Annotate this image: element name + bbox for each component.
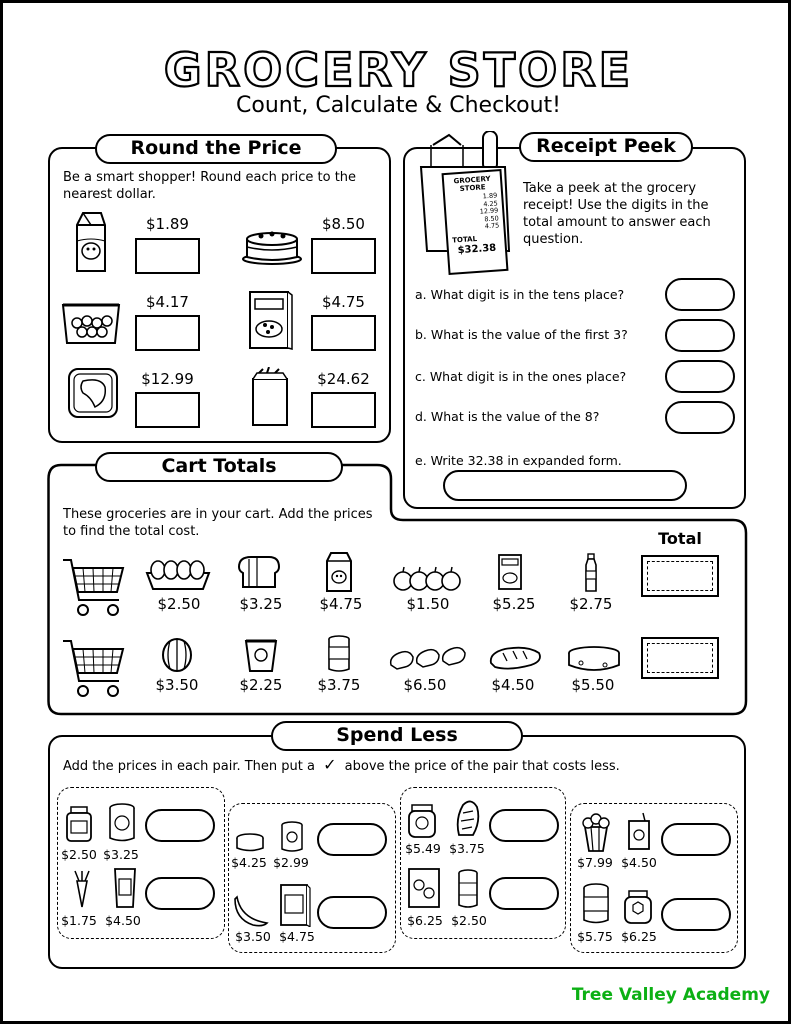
pair-price: $6.25	[621, 929, 657, 944]
pair-price: $4.50	[105, 913, 141, 928]
pair-price: $2.50	[61, 847, 97, 862]
round-answer-box[interactable]	[135, 315, 200, 351]
spend-less-instruction-a: Add the prices in each pair. Then put a	[63, 759, 315, 774]
soup-can-icon	[107, 803, 137, 843]
pair-price: $3.50	[235, 929, 271, 944]
baguette-icon	[487, 645, 543, 671]
cracker-box-icon	[407, 867, 441, 909]
receipt-line: 12.99	[479, 206, 499, 216]
price-label: $4.75	[322, 293, 365, 311]
round-answer-box[interactable]	[135, 392, 200, 428]
cereal-box-icon	[247, 289, 293, 351]
price-label: $5.25	[492, 595, 536, 613]
receipt-question: d. What is the value of the 8?	[415, 409, 600, 424]
pair-price: $3.75	[449, 841, 485, 856]
cart-total-box[interactable]	[641, 637, 719, 679]
receipt-question: c. What digit is in the ones place?	[415, 369, 627, 384]
pair-sum-oval[interactable]	[145, 877, 215, 910]
pair-price: $4.25	[231, 855, 267, 870]
soup-can-icon	[279, 821, 305, 853]
receipt-answer-oval[interactable]	[665, 401, 735, 434]
steak-tray-icon	[67, 367, 119, 419]
round-answer-box[interactable]	[135, 238, 200, 274]
carrots-icon	[69, 869, 95, 909]
receipt-question: e. Write 32.38 in expanded form.	[415, 453, 622, 468]
grape-tray-icon	[61, 299, 121, 345]
popcorn-icon	[579, 811, 613, 853]
pair-price: $6.25	[407, 913, 443, 928]
chicken-legs-icon	[387, 645, 469, 673]
cheese-wheel-icon	[567, 645, 621, 673]
pair-sum-oval[interactable]	[317, 896, 387, 929]
receipt-answer-oval[interactable]	[665, 319, 735, 352]
round-answer-box[interactable]	[311, 392, 376, 428]
price-label: $5.50	[571, 676, 615, 694]
pair-price: $5.49	[405, 841, 441, 856]
receipt-question: a. What digit is in the tens place?	[415, 287, 625, 302]
cart-total-box[interactable]	[641, 555, 719, 597]
page-title: GROCERY STORE	[163, 43, 634, 97]
receipt-line: 8.50	[484, 213, 500, 223]
price-label: $6.50	[403, 676, 447, 694]
receipt-total-label: TOTAL	[451, 234, 478, 245]
receipt-answer-oval[interactable]	[665, 360, 735, 393]
jam-jar-icon	[407, 803, 437, 839]
spend-less-instruction-b: above the price of the pair that costs less.	[344, 759, 620, 774]
receipt-line: 4.75	[484, 221, 500, 231]
honey-jar-icon	[623, 889, 653, 925]
cereal-box-icon	[279, 883, 311, 927]
shopping-cart-icon	[61, 637, 127, 699]
receipt-total-value: $32.38	[457, 242, 497, 256]
receipt-graphic	[419, 131, 515, 277]
milk-carton-icon	[71, 211, 111, 273]
receipt-title: GROCERY STORE	[453, 174, 491, 193]
spend-less-instruction	[63, 756, 743, 775]
price-label: $1.89	[146, 215, 189, 233]
page-subtitle: Count, Calculate & Checkout!	[236, 93, 561, 118]
receipt-paper	[442, 169, 509, 275]
cart-total-label: Total	[658, 529, 702, 548]
pair-sum-oval[interactable]	[661, 823, 731, 856]
pair-price: $2.50	[451, 913, 487, 928]
price-label: $3.75	[317, 676, 361, 694]
receipt-tab: Receipt Peek	[519, 132, 693, 162]
pair-price: $4.75	[279, 929, 315, 944]
price-label: $4.17	[146, 293, 189, 311]
eggs-icon	[145, 557, 211, 591]
price-label: $2.25	[239, 676, 283, 694]
pair-sum-oval[interactable]	[661, 898, 731, 931]
price-label: $12.99	[141, 370, 194, 388]
receipt-instruction: Take a peek at the grocery receipt! Use the digits in the total amount to answer each question.	[523, 181, 711, 247]
price-label: $2.75	[569, 595, 613, 613]
tuna-can-icon	[235, 833, 265, 853]
pair-price: $3.25	[103, 847, 139, 862]
milk-carton-icon	[323, 551, 355, 593]
round-answer-box[interactable]	[311, 238, 376, 274]
bread-loaf-icon	[235, 555, 281, 589]
check-icon: ✓	[323, 755, 337, 774]
round-price-tab: Round the Price	[95, 134, 337, 164]
spend-less-tab: Spend Less	[271, 721, 523, 751]
jar-icon	[65, 805, 93, 843]
receipt-line: 4.25	[482, 198, 498, 208]
pair-sum-oval[interactable]	[317, 823, 387, 856]
pair-price: $7.99	[577, 855, 613, 870]
apples-icon	[391, 565, 465, 593]
price-label: $1.50	[406, 595, 450, 613]
pair-sum-oval[interactable]	[145, 809, 215, 842]
brand-footer: Tree Valley Academy	[571, 985, 770, 1005]
receipt-line: 1.89	[482, 191, 498, 201]
cart-instruction: These groceries are in your cart. Add the prices to find the total cost.	[63, 507, 373, 539]
cart-totals-tab: Cart Totals	[95, 452, 343, 482]
pair-price: $5.75	[577, 929, 613, 944]
price-label: $24.62	[317, 370, 370, 388]
soup-can-icon	[327, 635, 351, 673]
price-label: $4.75	[319, 595, 363, 613]
soup-can-icon	[581, 883, 611, 925]
grocery-bag-icon	[249, 367, 291, 427]
pair-sum-oval[interactable]	[489, 809, 559, 842]
cereal-box-icon	[497, 553, 523, 591]
price-label: $3.25	[239, 595, 283, 613]
snack-bag-icon	[111, 867, 139, 909]
receipt-answer-oval[interactable]	[665, 278, 735, 311]
shopping-cart-icon	[61, 556, 127, 618]
round-answer-box[interactable]	[311, 315, 376, 351]
water-bottle-icon	[583, 553, 599, 593]
price-label: $8.50	[322, 215, 365, 233]
bread-loaf-icon	[455, 799, 481, 839]
pair-price: $4.50	[621, 855, 657, 870]
watermelon-icon	[161, 637, 193, 673]
pair-price: $2.99	[273, 855, 309, 870]
pair-price: $1.75	[61, 913, 97, 928]
pair-sum-oval[interactable]	[489, 877, 559, 910]
yogurt-cup-icon	[243, 637, 279, 673]
price-label: $4.50	[491, 676, 535, 694]
cake-icon	[241, 225, 303, 265]
price-label: $2.50	[157, 595, 201, 613]
banana-icon	[233, 893, 271, 927]
price-label: $3.50	[155, 676, 199, 694]
round-price-instruction: Be a smart shopper! Round each price to the nearest dollar.	[63, 170, 357, 202]
soda-can-icon	[457, 869, 479, 909]
juice-box-icon	[627, 811, 651, 851]
receipt-question: b. What is the value of the first 3?	[415, 327, 628, 342]
